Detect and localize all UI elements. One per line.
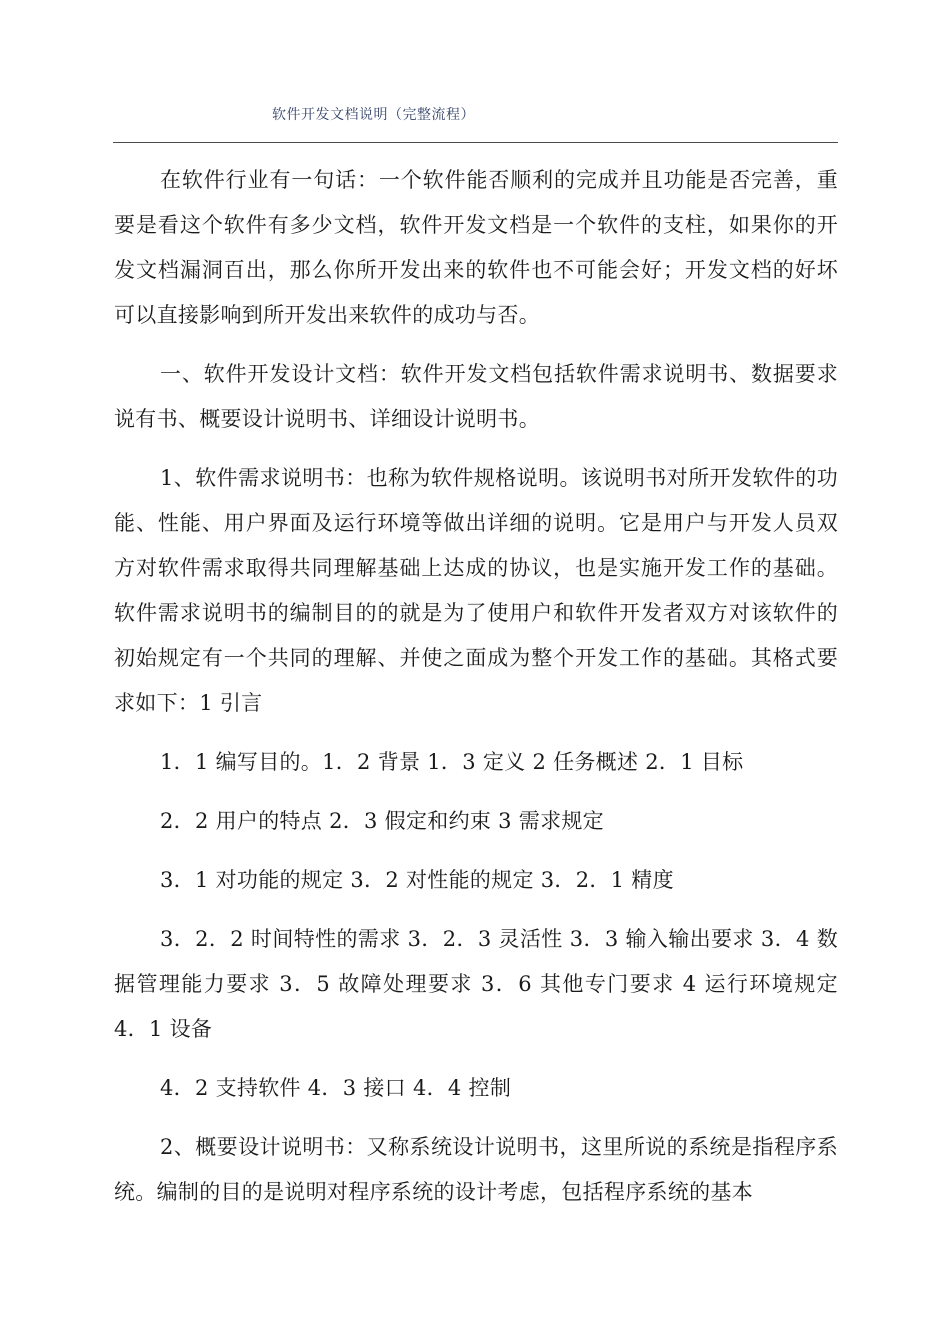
intro-paragraph: 在软件行业有一句话：一个软件能否顺利的完成并且功能是否完善，重要是看这个软件有多少文档，软件开发文档是一个软件的支柱，如果你的开发文档漏洞百出，那么你所开发出来的软件也不可能会好；开发文档的好坏可以直接影响到所开发出来软件的成功与否。: [114, 168, 838, 327]
overview-design-paragraph: 2、概要设计说明书：又称系统设计说明书，这里所说的系统是指程序系统。编制的目的是说明对程序系统的设计考虑，包括程序系统的基本: [114, 1135, 838, 1204]
outline-line-2: 2．2 用户的特点 2．3 假定和约束 3 需求规定: [160, 809, 604, 833]
requirements-spec-paragraph: 1、软件需求说明书：也称为软件规格说明。该说明书对所开发软件的功能、性能、用户界面及运行环境等做出详细的说明。它是用户与开发人员双方对软件需求取得共同理解基础上达成的协议，也是实施开发工作的基础。软件需求说明书的编制目的的就是为了使用户和软件开发者双方对该软件的初始规定有一个共同的理解、并使之面成为整个开发工作的基础。其格式要求如下：1 引言: [114, 466, 838, 715]
outline-line-4: 3．2．2 时间特性的需求 3．2．3 灵活性 3．3 输入输出要求 3．4 数据管理能力要求 3．5 故障处理要求 3．6 其他专门要求 4 运行环境规定 4．1 设备: [114, 927, 838, 1041]
header-divider: [113, 142, 838, 143]
outline-line-1: 1．1 编写目的。1．2 背景 1．3 定义 2 任务概述 2．1 目标: [160, 750, 744, 774]
outline-line-5: 4．2 支持软件 4．3 接口 4．4 控制: [160, 1076, 512, 1100]
document-body: [114, 158, 838, 1215]
document-header-title: 软件开发文档说明（完整流程）: [272, 107, 475, 123]
section-one-paragraph: 一、软件开发设计文档：软件开发文档包括软件需求说明书、数据要求说有书、概要设计说明书、详细设计说明书。: [114, 362, 838, 431]
outline-line-3: 3．1 对功能的规定 3．2 对性能的规定 3．2．1 精度: [160, 868, 674, 892]
